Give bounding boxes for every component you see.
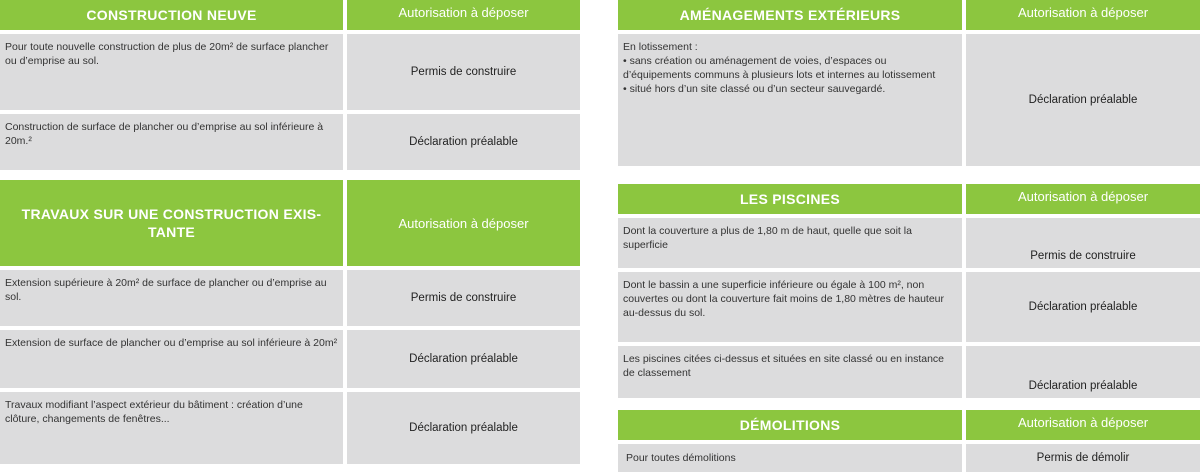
table-row <box>0 330 580 388</box>
row-authorization: Déclaration préalable <box>347 114 580 170</box>
table-row <box>0 34 580 110</box>
section-title: CONSTRUCTION NEUVE <box>0 0 343 30</box>
section-title: AMÉNAGEMENTS EXTÉRIEURS <box>618 0 962 30</box>
row-authorization: Déclaration préalable <box>966 272 1200 342</box>
row-authorization: Déclaration préalable <box>966 346 1200 398</box>
row-authorization: Déclaration préalable <box>966 34 1200 166</box>
section-header-piscines <box>618 184 1200 214</box>
row-line: • sans création ou aménagement de voies, d’espaces ou d’équipements communs à plusieurs lots et internes au lotissement <box>623 55 936 81</box>
row-description: Extension supérieure à 20m² de surface de plancher ou d’emprise au sol. <box>0 270 343 326</box>
row-description: Pour toute nouvelle construction de plus de 20m² de surface plancher ou d’emprise au sol. <box>0 34 343 110</box>
row-authorization: Permis de construire <box>347 34 580 110</box>
table-row <box>0 270 580 326</box>
section-header-amenagements-exterieurs <box>618 0 1200 30</box>
row-line: En lotissement : <box>623 41 698 53</box>
column-header-autorisation: Autorisation à déposer <box>347 0 580 30</box>
table-row <box>618 272 1200 342</box>
row-authorization: Permis de construire <box>347 270 580 326</box>
row-authorization: Permis de construire <box>966 218 1200 268</box>
row-authorization: Déclaration préalable <box>347 330 580 388</box>
row-description <box>618 34 962 166</box>
row-description: Extension de surface de plancher ou d’emprise au sol inférieure à 20m² <box>0 330 343 388</box>
row-description: Dont la couverture a plus de 1,80 m de haut, quelle que soit la superficie <box>618 218 962 268</box>
table-row <box>618 444 1200 472</box>
row-authorization: Permis de démolir <box>966 444 1200 472</box>
section-title: LES PISCINES <box>618 184 962 214</box>
row-description: Dont le bassin a une superficie inférieure ou égale à 100 m², non couvertes ou dont la couverture fait moins de 1,80 mètres de hauteur au-dessus du sol. <box>618 272 962 342</box>
table-row <box>0 392 580 464</box>
section-header-travaux-existante <box>0 180 580 266</box>
row-description: Construction de surface de plancher ou d’emprise au sol inférieure à 20m.² <box>0 114 343 170</box>
row-authorization: Déclaration préalable <box>347 392 580 464</box>
table-row <box>618 346 1200 398</box>
column-header-autorisation: Autorisation à déposer <box>966 0 1200 30</box>
section-title: TRAVAUX SUR UNE CONSTRUCTION EXIS-TANTE <box>0 180 343 266</box>
row-line: • situé hors d’un site classé ou d’un secteur sauvegardé. <box>623 83 886 95</box>
row-description: Pour toutes démolitions <box>618 444 962 472</box>
column-header-autorisation: Autorisation à déposer <box>966 410 1200 440</box>
table-row <box>618 34 1200 166</box>
section-title: DÉMOLITIONS <box>618 410 962 440</box>
left-panel <box>0 0 580 468</box>
row-description: Les piscines citées ci-dessus et situées en site classé ou en instance de classement <box>618 346 962 398</box>
column-header-autorisation: Autorisation à déposer <box>347 180 580 266</box>
right-panel <box>618 0 1200 473</box>
table-row <box>0 114 580 170</box>
table-row <box>618 218 1200 268</box>
column-header-autorisation: Autorisation à déposer <box>966 184 1200 214</box>
section-header-demolitions <box>618 410 1200 440</box>
row-description: Travaux modifiant l’aspect extérieur du bâtiment : création d’une clôture, changements de fenêtres... <box>0 392 343 464</box>
section-header-construction-neuve <box>0 0 580 30</box>
